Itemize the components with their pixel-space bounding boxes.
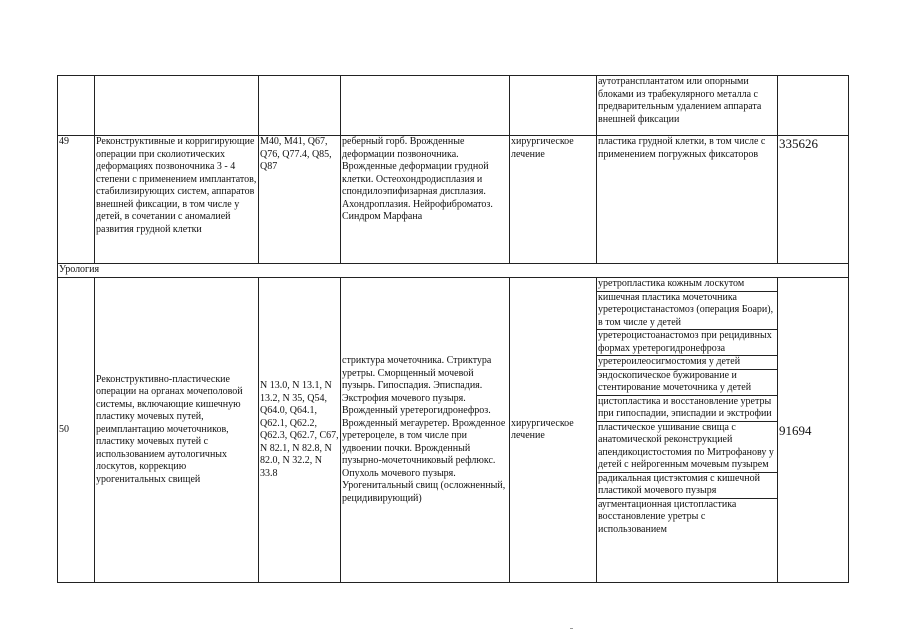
scan-speck xyxy=(570,628,573,629)
cell-codes: N 13.0, N 13.1, N 13.2, N 35, Q54, Q64.0, Q64.1, Q62.1, Q62.2, Q62.3, Q62.7, C67, N 82.1, N 82.8, N 82.0, N 32.2, N 33.8 xyxy=(259,278,341,583)
cell-cost: 91694 xyxy=(778,278,849,583)
table-row-49 xyxy=(58,136,849,264)
list-item: уретероцистоанастомоз при рецидивных формах уретерогидронефроза xyxy=(597,330,777,356)
cell-model: реберный горб. Врожденные деформации позвоночника. Врожденные деформации грудной клетки. Остеохондродисплазия и спондилоэпифизарная дисплазия. Ахондроплазия. Нейрофиброматоз. Синдром Марфана xyxy=(341,136,510,264)
cell-cost: 335626 xyxy=(778,136,849,264)
cell-treatment: хирургическое лечение xyxy=(510,278,597,583)
procedures-table xyxy=(57,75,849,583)
cell-treatment: хирургическое лечение xyxy=(510,136,597,264)
section-title: Урология xyxy=(58,264,849,278)
cell-method: пластика грудной клетки, в том числе с применением погружных фиксаторов xyxy=(597,136,778,264)
list-item: эндоскопическое бужирование и стентирование мочеточника у детей xyxy=(597,369,777,395)
cell-model xyxy=(341,76,510,136)
methods-list xyxy=(597,278,777,536)
list-item: уретероилеосигмостомия у детей xyxy=(597,356,777,370)
list-item-line: восстановление уретры с использованием xyxy=(598,511,706,535)
cell-num xyxy=(58,76,95,136)
cell-name xyxy=(95,76,259,136)
list-item xyxy=(597,291,777,330)
table-row-continuation xyxy=(58,76,849,136)
cell-num: 50 xyxy=(58,278,95,583)
list-item-line: апендикоцистостомия по Митрофанову у детей с нейрогенным мочевым пузырем xyxy=(598,446,774,470)
list-item xyxy=(597,498,777,536)
cell-codes xyxy=(259,76,341,136)
cell-name: Реконструктивные и корригирующие операции при сколиотических деформациях позвоночника 3 - 4 степени с применением имплантатов, стабилизирующих систем, аппаратов внешней фиксации, в том числе у детей, в сочетании с аномалией развития грудной клетки xyxy=(95,136,259,264)
list-item-line: пластическое ушивание свища с анатомической реконструкцией xyxy=(598,421,736,445)
cell-codes: M40, M41, Q67, Q76, Q77.4, Q85, Q87 xyxy=(259,136,341,264)
cell-num: 49 xyxy=(58,136,95,264)
table-row-50 xyxy=(58,278,849,583)
list-item-line: уретероцистанастомоз (операция Боари), в том числе у детей xyxy=(598,304,774,328)
list-item: радикальная цистэктомия с кишечной пластикой мочевого пузыря xyxy=(597,472,777,498)
cell-methods xyxy=(597,278,778,583)
list-item: цистопластика и восстановление уретры при гипоспадии, эписпадии и экстрофии xyxy=(597,395,777,421)
list-item-line: аугментационная цистопластика xyxy=(598,498,737,510)
cell-method: аутотрансплантатом или опорными блоками из трабекулярного металла с предварительным удалением аппарата внешней фиксации xyxy=(597,76,778,136)
section-row xyxy=(58,264,849,278)
cell-cost xyxy=(778,76,849,136)
list-item: уретропластика кожным лоскутом xyxy=(597,278,777,291)
cell-treatment xyxy=(510,76,597,136)
list-item-line: кишечная пластика мочеточника xyxy=(598,291,737,303)
cell-name: Реконструктивно-пластические операции на органах мочеполовой системы, включающие кишечную пластику мочевых путей, реимплантацию мочеточников, пластику мочевых путей с использованием аутологичных лоскутов, коррекцию урогенитальных свищей xyxy=(95,278,259,583)
list-item xyxy=(597,421,777,472)
cell-model: стриктура мочеточника. Стриктура уретры. Сморщенный мочевой пузырь. Гипоспадия. Эписпадия. Экстрофия мочевого пузыря. Врожденный уретерогидронефроз. Врожденный мегауретер. Врожденное уретероцеле, в том числе при удвоении почки. Врожденный пузырно-мочеточниковый рефлюкс. Опухоль мочевого пузыря. Урогенитальный свищ (осложненный, рецидивирующий) xyxy=(341,278,510,583)
